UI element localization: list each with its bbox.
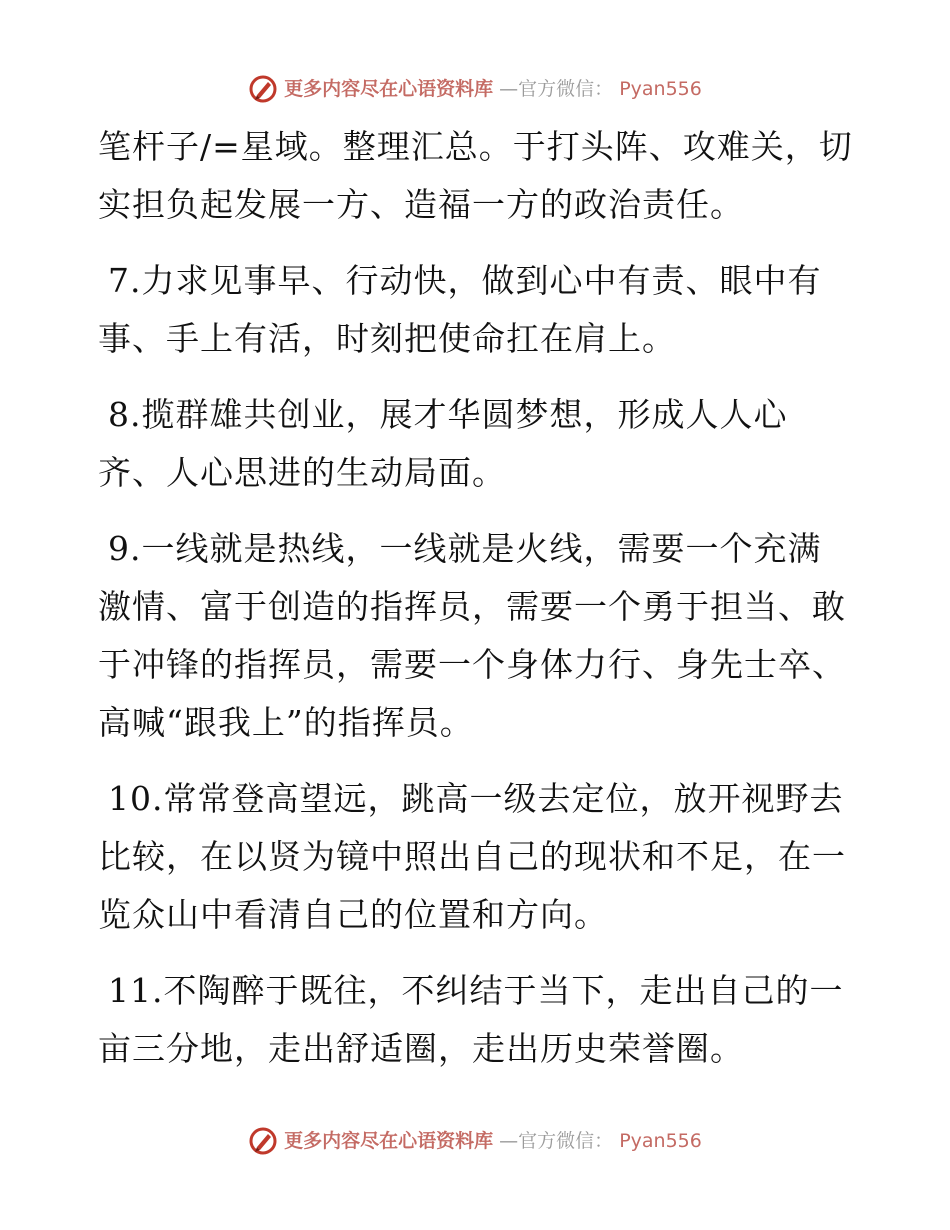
header-watermark [0, 74, 950, 104]
paragraph [98, 770, 858, 944]
watermark-sub-text: —官方微信： [499, 78, 614, 100]
text-line: 事、手上有活，时刻把使命扛在肩上。 [98, 319, 676, 358]
watermark-wechat-id: Pyan556 [619, 78, 702, 100]
text-line: 8.揽群雄共创业，展才华圆梦想，形成人人心 [108, 395, 788, 434]
watermark-main-text: 更多内容尽在心语资料库 [284, 78, 494, 100]
text-line: 览众山中看清自己的位置和方向。 [98, 895, 608, 934]
footer-watermark [0, 1126, 950, 1156]
text-line: 实担负起发展一方、造福一方的政治责任。 [98, 185, 744, 224]
paragraph [98, 386, 858, 502]
text-line: 10.常常登高望远，跳高一级去定位，放开视野去 [108, 779, 844, 818]
watermark-wechat-id: Pyan556 [619, 1130, 702, 1152]
paragraph [98, 118, 858, 234]
text-line: 11.不陶醉于既往，不纠结于当下，走出自己的一 [108, 971, 844, 1010]
text-line: 9.一线就是热线，一线就是火线，需要一个充满 [108, 529, 822, 568]
text-line: 齐、人心思进的生动局面。 [98, 453, 506, 492]
text-line: 高喊“跟我上”的指挥员。 [98, 703, 474, 742]
watermark-main-text: 更多内容尽在心语资料库 [284, 1130, 494, 1152]
document-body [98, 118, 858, 1096]
text-line: 于冲锋的指挥员，需要一个身体力行、身先士卒、 [98, 645, 846, 684]
text-line: 比较，在以贤为镜中照出自己的现状和不足，在一 [98, 837, 846, 876]
pen-logo-icon [248, 74, 278, 104]
paragraph [98, 520, 858, 752]
paragraph [98, 252, 858, 368]
text-line: 7.力求见事早、行动快，做到心中有责、眼中有 [108, 261, 822, 300]
watermark-sub-text: —官方微信： [499, 1130, 614, 1152]
text-line: 笔杆子/=星域。整理汇总。于打头阵、攻难关，切 [98, 127, 853, 166]
text-line: 亩三分地，走出舒适圈，走出历史荣誉圈。 [98, 1029, 744, 1068]
text-line: 激情、富于创造的指挥员，需要一个勇于担当、敢 [98, 587, 846, 626]
paragraph [98, 962, 858, 1078]
pen-logo-icon [248, 1126, 278, 1156]
